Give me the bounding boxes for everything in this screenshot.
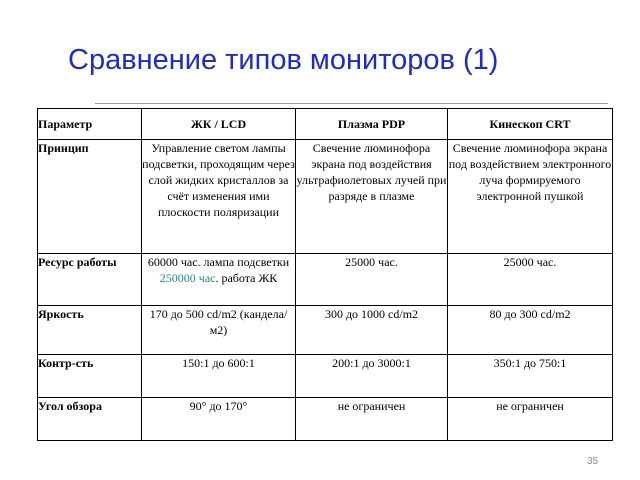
cell-principle-pdp: Свечение люминофора экрана под воздействия ультрафиолетовых лучей при разряде в плазме [296, 140, 448, 254]
cell-contrast-pdp: 200:1 до 3000:1 [296, 355, 448, 398]
cell-principle-crt: Свечение люминофора экрана под воздействием электронного луча формируемого электронной пушкой [448, 140, 613, 254]
lifetime-lc-link[interactable]: 250000 час [159, 271, 216, 285]
row-label-brightness: Яркость [38, 306, 142, 355]
row-label-principle: Принцип [38, 140, 142, 254]
table-header-row [38, 109, 613, 140]
cell-contrast-lcd: 150:1 до 600:1 [142, 355, 296, 398]
header-crt: Кинескоп CRT [448, 109, 613, 140]
cell-angle-lcd: 90° до 170° [142, 398, 296, 441]
row-label-viewing-angle: Угол обзора [38, 398, 142, 441]
cell-lifetime-crt: 25000 час. [448, 254, 613, 306]
header-parameter: Параметр [38, 109, 142, 140]
header-lcd: ЖК / LCD [142, 109, 296, 140]
cell-brightness-lcd: 170 до 500 cd/m2 (кандела/м2) [142, 306, 296, 355]
title-divider [95, 103, 608, 104]
cell-lifetime-lcd [142, 254, 296, 306]
table-row-principle [38, 140, 613, 254]
slide-title: Сравнение типов мониторов (1) [68, 44, 499, 76]
header-pdp: Плазма PDP [296, 109, 448, 140]
cell-principle-lcd: Управление светом лампы подсветки, проходящим через слой жидких кристаллов за счёт изменения ими плоскости поляризации [142, 140, 296, 254]
page-number: 35 [587, 456, 599, 467]
cell-angle-crt: не ограничен [448, 398, 613, 441]
table-row-viewing-angle [38, 398, 613, 441]
comparison-table [37, 108, 613, 441]
row-label-contrast: Контр-сть [38, 355, 142, 398]
cell-angle-pdp: не ограничен [296, 398, 448, 441]
cell-brightness-pdp: 300 до 1000 cd/m2 [296, 306, 448, 355]
table-row-brightness [38, 306, 613, 355]
table-row-contrast [38, 355, 613, 398]
lifetime-lamp-text: 60000 час. лампа подсветки [147, 255, 290, 269]
cell-contrast-crt: 350:1 до 750:1 [448, 355, 613, 398]
cell-lifetime-pdp: 25000 час. [296, 254, 448, 306]
table-row-lifetime [38, 254, 613, 306]
cell-brightness-crt: 80 до 300 cd/m2 [448, 306, 613, 355]
row-label-lifetime: Ресурс работы [38, 254, 142, 306]
lifetime-lc-text: . работа ЖК [215, 271, 278, 285]
